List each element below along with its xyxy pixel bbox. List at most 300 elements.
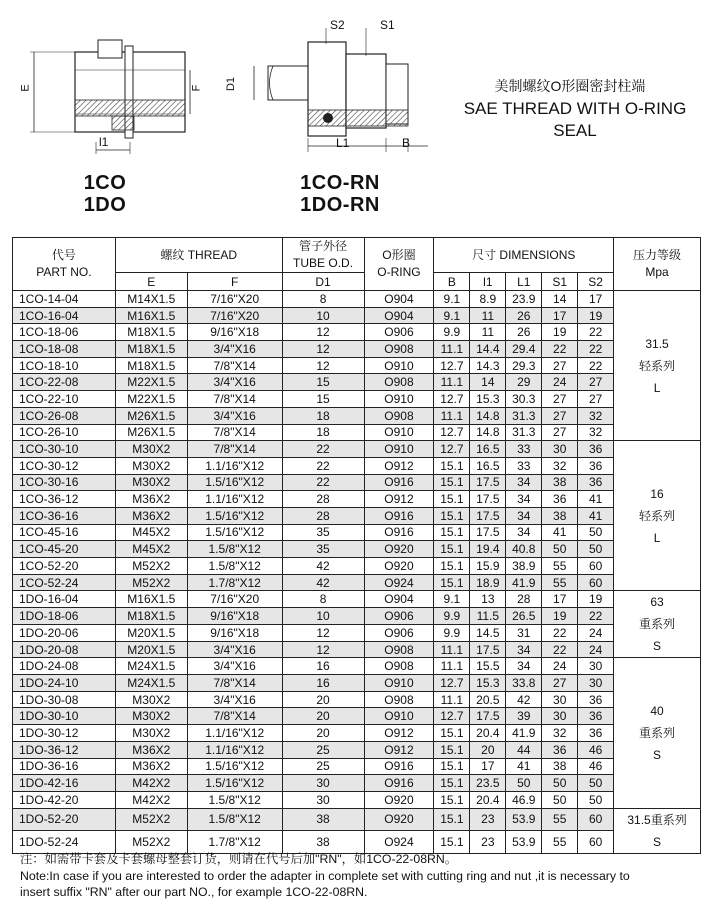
table-cell: 1.5/8"X12 [187,541,282,558]
table-cell: O920 [364,808,434,831]
table-row [13,831,701,854]
table-cell: 31.3 [506,424,542,441]
table-cell: M52X2 [115,558,187,575]
header-part-en: PART NO. [36,265,92,279]
header-tube [282,238,364,273]
table-cell: 15.1 [434,725,470,742]
table-row [13,357,701,374]
table-cell: 26 [506,324,542,341]
table-cell: 33 [506,441,542,458]
table-cell: 19.4 [470,541,506,558]
note-cn: 注：如需带卡套及卡套螺母整套订货，则请在代号后加"RN"，如1CO-22-08RN。 [20,852,458,866]
table-cell: M22X1.5 [115,374,187,391]
pressure-group-cell [614,658,701,808]
table-cell: O920 [364,791,434,808]
table-cell: 14 [542,291,578,308]
table-cell: 27 [542,424,578,441]
table-row [13,691,701,708]
table-cell: 23 [470,808,506,831]
table-cell: M24X1.5 [115,675,187,692]
table-cell: 20 [282,708,364,725]
table-cell: M36X2 [115,741,187,758]
table-cell: O908 [364,658,434,675]
table-cell: 12.7 [434,424,470,441]
part-number-cell: 1DO-42-16 [13,775,116,792]
table-cell: 19 [578,307,614,324]
table-cell: 22 [578,357,614,374]
table-cell: 31.3 [506,407,542,424]
table-cell: 23.9 [506,291,542,308]
header-d1: D1 [282,273,364,291]
table-cell: 27 [578,391,614,408]
table-cell: 28 [282,507,364,524]
part-number-cell: 1DO-16-04 [13,591,116,608]
table-row [13,407,701,424]
part-number-cell: 1DO-24-10 [13,675,116,692]
part-number-cell: 1DO-36-16 [13,758,116,775]
table-cell: M24X1.5 [115,658,187,675]
table-cell: 50 [542,541,578,558]
table-cell: 14.3 [470,357,506,374]
table-cell: O910 [364,357,434,374]
table-cell: 15.3 [470,391,506,408]
table-cell: 15.9 [470,558,506,575]
table-cell: O910 [364,424,434,441]
table-cell: 15.1 [434,507,470,524]
spec-table [12,237,701,854]
table-cell: 3/4"X16 [187,407,282,424]
table-cell: 18 [282,424,364,441]
table-cell: O910 [364,675,434,692]
table-row [13,441,701,458]
table-cell: 14.4 [470,341,506,358]
table-cell: 38 [542,474,578,491]
table-cell: 46.9 [506,791,542,808]
table-cell: M30X2 [115,457,187,474]
table-row [13,624,701,641]
label-b: B [402,136,411,150]
table-cell: 17.5 [470,524,506,541]
table-cell: M16X1.5 [115,591,187,608]
table-cell: 12 [282,341,364,358]
label-s1: S1 [380,18,395,32]
header-oring [364,238,434,291]
table-cell: 14.5 [470,624,506,641]
part-number-cell: 1DO-20-06 [13,624,116,641]
label-f: F [190,84,203,92]
header-thread: 螺纹 THREAD [115,238,282,273]
table-cell: 60 [578,558,614,575]
table-row [13,374,701,391]
table-cell: 9/16"X18 [187,624,282,641]
table-cell: 24 [578,624,614,641]
table-cell: 9.9 [434,324,470,341]
table-row [13,391,701,408]
table-cell: 55 [542,808,578,831]
table-cell: 17 [470,758,506,775]
table-cell: 7/8"X14 [187,391,282,408]
table-cell: O908 [364,374,434,391]
table-cell: 9.1 [434,591,470,608]
table-cell: 15.3 [470,675,506,692]
label-l1: L1 [336,136,350,150]
table-cell: 22 [578,608,614,625]
table-cell: 19 [542,608,578,625]
table-cell: 12.7 [434,441,470,458]
table-cell: M45X2 [115,524,187,541]
part-number-cell: 1CO-18-08 [13,341,116,358]
table-cell: 22 [282,474,364,491]
table-cell: M30X2 [115,725,187,742]
table-cell: 25 [282,758,364,775]
table-cell: 50 [578,524,614,541]
table-cell: 24 [542,374,578,391]
part-number-cell: 1CO-16-04 [13,307,116,324]
table-cell: 9.1 [434,291,470,308]
table-row [13,608,701,625]
table-cell: 42 [282,558,364,575]
table-cell: 50 [578,791,614,808]
table-cell: M30X2 [115,441,187,458]
table-cell: 39 [506,708,542,725]
table-cell: M18X1.5 [115,341,187,358]
table-cell: 12.7 [434,675,470,692]
table-cell: 36 [542,491,578,508]
table-cell: 18.9 [470,574,506,591]
table-cell: 34 [506,474,542,491]
table-cell: 7/16"X20 [187,591,282,608]
table-row [13,307,701,324]
table-cell: 36 [578,725,614,742]
part-number-cell: 1CO-26-10 [13,424,116,441]
table-cell: 11.1 [434,691,470,708]
table-cell: 26.5 [506,608,542,625]
header-l1-small: l1 [470,273,506,291]
table-cell: 15.1 [434,758,470,775]
table-cell: 1.7/8"X12 [187,831,282,854]
table-cell: M30X2 [115,474,187,491]
table-cell: 41 [578,507,614,524]
table-cell: 16.5 [470,441,506,458]
part-number-cell: 1CO-36-12 [13,491,116,508]
table-cell: 35 [282,524,364,541]
table-cell: 53.9 [506,831,542,854]
table-cell: 16 [282,658,364,675]
part-number-cell: 1DO-20-08 [13,641,116,658]
table-cell: 15.1 [434,474,470,491]
table-cell: 11.1 [434,407,470,424]
table-cell: 9.9 [434,624,470,641]
table-cell: 17 [542,307,578,324]
table-cell: 17.5 [470,474,506,491]
table-cell: 12 [282,624,364,641]
table-cell: 12 [282,357,364,374]
table-cell: 11 [470,324,506,341]
table-cell: 41.9 [506,574,542,591]
label-s2: S2 [330,18,345,32]
table-row [13,558,701,575]
part-number-cell: 1CO-22-10 [13,391,116,408]
table-cell: 12 [282,641,364,658]
table-cell: 12.7 [434,391,470,408]
title-en-line2: SEAL [553,121,597,140]
part-number-cell: 1CO-14-04 [13,291,116,308]
table-cell: 38 [542,758,578,775]
table-cell: O916 [364,775,434,792]
table-cell: M36X2 [115,507,187,524]
table-cell: M22X1.5 [115,391,187,408]
table-cell: 20.4 [470,725,506,742]
table-cell: O912 [364,741,434,758]
table-cell: M26X1.5 [115,424,187,441]
header-pressure-cn: 压力等级 [633,248,682,262]
table-cell: 10 [282,307,364,324]
table-cell: 11.1 [434,374,470,391]
table-cell: O912 [364,457,434,474]
table-cell: 25 [282,741,364,758]
model-1do-rn: 1DO-RN [300,194,380,216]
table-cell: 36 [578,708,614,725]
table-cell: 1.1/16"X12 [187,741,282,758]
table-cell: 44 [506,741,542,758]
table-row [13,775,701,792]
part-number-cell: 1DO-18-06 [13,608,116,625]
label-d1: D1 [225,76,238,92]
table-cell: 60 [578,574,614,591]
table-row [13,541,701,558]
table-cell: 33.8 [506,675,542,692]
table-cell: M20X1.5 [115,624,187,641]
header-tube-cn: 管子外径 [299,239,348,253]
table-cell: 1.5/16"X12 [187,507,282,524]
table-cell: M30X2 [115,708,187,725]
table-cell: 38.9 [506,558,542,575]
table-cell: 15.5 [470,658,506,675]
header-b: B [434,273,470,291]
pressure-code: S [653,639,662,654]
part-number-cell: 1CO-26-08 [13,407,116,424]
table-cell: 17.5 [470,491,506,508]
table-cell: 30.3 [506,391,542,408]
table-cell: 1.5/16"X12 [187,758,282,775]
table-cell: 30 [542,691,578,708]
table-cell: O910 [364,708,434,725]
table-cell: 23 [470,831,506,854]
header-l1: L1 [506,273,542,291]
part-number-cell: 1DO-30-10 [13,708,116,725]
spec-table-body [13,291,701,854]
table-cell: 33 [506,457,542,474]
table-cell: M18X1.5 [115,608,187,625]
table-cell: O908 [364,641,434,658]
table-cell: 18 [282,407,364,424]
table-cell: 17 [578,291,614,308]
header-oring-cn: O形圈 [382,248,416,262]
table-cell: 15.1 [434,457,470,474]
table-cell: 38 [542,507,578,524]
table-row [13,324,701,341]
table-cell: 50 [506,775,542,792]
table-cell: 15.1 [434,741,470,758]
table-cell: 55 [542,574,578,591]
table-cell: 30 [282,791,364,808]
part-number-cell: 1CO-45-20 [13,541,116,558]
pressure-value: 40 [650,703,664,718]
model-1do: 1DO [83,194,127,216]
part-number-cell: 1DO-30-12 [13,725,116,742]
table-row [13,641,701,658]
table-cell: 38 [282,831,364,854]
table-cell: M14X1.5 [115,291,187,308]
table-cell: 1.1/16"X12 [187,725,282,742]
table-cell: 15.1 [434,775,470,792]
table-cell: O916 [364,524,434,541]
header-s2: S2 [578,273,614,291]
table-cell: M42X2 [115,791,187,808]
table-row [13,474,701,491]
header-e: E [115,273,187,291]
table-cell: 27 [578,374,614,391]
part-number-cell: 1CO-36-16 [13,507,116,524]
pressure-value: 63 [650,595,664,610]
table-cell: 20 [470,741,506,758]
table-cell: 11.1 [434,341,470,358]
note-en-line2: insert suffix "RN" after our part NO., for example 1CO-22-08RN. [20,885,368,899]
table-cell: 10 [282,608,364,625]
table-cell: 1.5/16"X12 [187,474,282,491]
header-part-no [13,238,116,291]
table-cell: 8 [282,591,364,608]
table-cell: 46 [578,758,614,775]
table-cell: 7/16"X20 [187,307,282,324]
table-cell: 27 [542,675,578,692]
table-cell: 26 [506,307,542,324]
table-cell: O906 [364,324,434,341]
table-cell: 3/4"X16 [187,658,282,675]
table-cell: 15.1 [434,574,470,591]
table-cell: 50 [542,775,578,792]
table-cell: 16 [282,675,364,692]
table-cell: 14.8 [470,407,506,424]
label-l1-small: l1 [99,135,109,149]
table-cell: O910 [364,391,434,408]
table-cell: 12.7 [434,357,470,374]
table-cell: 24 [578,641,614,658]
table-cell: 50 [578,775,614,792]
table-cell: 1.7/8"X12 [187,574,282,591]
table-cell: 27 [542,391,578,408]
table-cell: 7/16"X20 [187,291,282,308]
pressure-code: S [653,834,662,849]
table-cell: 30 [578,658,614,675]
pressure-value: 31.5 [645,336,669,351]
table-cell: 27 [542,407,578,424]
part-number-cell: 1CO-22-08 [13,374,116,391]
table-cell: 15.1 [434,791,470,808]
table-cell: 8 [282,291,364,308]
table-cell: 34 [506,524,542,541]
table-cell: 30 [542,441,578,458]
pressure-series: 重系列 [639,725,676,740]
header-pressure [614,238,701,291]
table-cell: 22 [578,341,614,358]
table-cell: 36 [578,457,614,474]
table-cell: 9/16"X18 [187,608,282,625]
table-cell: 7/8"X14 [187,708,282,725]
table-cell: 46 [578,741,614,758]
table-cell: O916 [364,474,434,491]
table-cell: 20 [282,725,364,742]
table-cell: 19 [578,591,614,608]
model-1co: 1CO [83,172,127,194]
table-cell: 22 [282,441,364,458]
table-cell: M18X1.5 [115,324,187,341]
table-cell: 20.4 [470,791,506,808]
table-cell: 34 [506,641,542,658]
table-cell: 1.1/16"X12 [187,457,282,474]
table-cell: 11.1 [434,641,470,658]
fitting-drawing-rn [228,14,428,164]
table-cell: M45X2 [115,541,187,558]
table-cell: 13 [470,591,506,608]
table-cell: 15.1 [434,558,470,575]
table-cell: O904 [364,591,434,608]
table-cell: 3/4"X16 [187,341,282,358]
table-row [13,457,701,474]
table-cell: 12 [282,324,364,341]
table-cell: 42 [282,574,364,591]
part-number-cell: 1DO-36-12 [13,741,116,758]
table-cell: 9/16"X18 [187,324,282,341]
table-cell: 11.5 [470,608,506,625]
table-cell: 17.5 [470,708,506,725]
table-cell: O908 [364,341,434,358]
table-cell: 55 [542,558,578,575]
pressure-group-cell [614,441,701,591]
pressure-group-cell [614,591,701,658]
table-cell: M16X1.5 [115,307,187,324]
table-cell: 32 [578,407,614,424]
table-cell: 34 [506,507,542,524]
header-oring-en: O-RING [377,265,421,279]
table-cell: M20X1.5 [115,641,187,658]
table-cell: M42X2 [115,775,187,792]
table-cell: 22 [578,324,614,341]
table-cell: 29.3 [506,357,542,374]
table-cell: 14.8 [470,424,506,441]
table-cell: 15.1 [434,524,470,541]
pressure-code: L [653,530,661,545]
pressure-group-cell [614,291,701,441]
header-f: F [187,273,282,291]
header-dimensions: 尺寸 DIMENSIONS [434,238,614,273]
table-cell: M52X2 [115,831,187,854]
table-cell: 1.5/8"X12 [187,791,282,808]
header-s1: S1 [542,273,578,291]
table-cell: O910 [364,441,434,458]
table-cell: 15.1 [434,831,470,854]
table-row [13,658,701,675]
table-row [13,507,701,524]
table-cell: 8.9 [470,291,506,308]
table-cell: 40.8 [506,541,542,558]
table-cell: 15.1 [434,808,470,831]
model-1co-rn: 1CO-RN [300,172,380,194]
table-cell: 50 [542,791,578,808]
part-number-cell: 1DO-52-20 [13,808,116,831]
table-row [13,491,701,508]
table-cell: 23.5 [470,775,506,792]
